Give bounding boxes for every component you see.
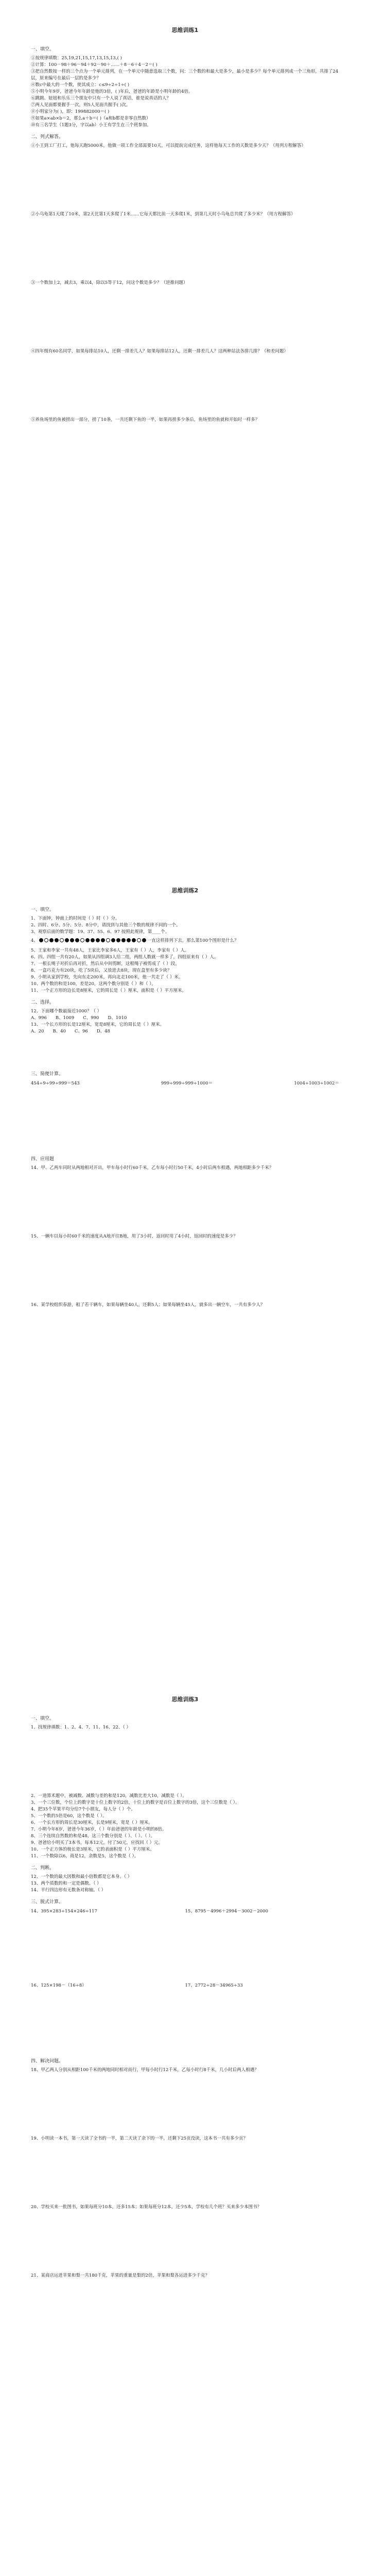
question: 4、把35个苹果平均分给7个小朋友，每人分（ ）个。 [31,1807,135,1812]
calc-item: 15、8795－4996＋2994－3002－2000 [185,1909,268,1914]
question: 13、两个质数的和一定是偶数。（ ） [31,1881,101,1886]
black-dot [101,938,105,942]
white-dot [80,938,84,942]
question: ③一个数加上2，减去3，乘以4，除以5等于12，问这个数是多少？（逆推问题） [31,280,188,285]
question: 8、一盒巧克力有20块，吃了5块后，又放进去8块，现在盒里有多少块？ [31,968,172,973]
question: 14、平行四边形有无数条对称轴。（ ） [31,1888,106,1893]
category-heading: 二、列式解答。 [31,134,64,140]
calc-row [31,1982,339,1988]
question: 10、一个正方体的棱长是3厘米，它的表面积是（ ）平方厘米。 [31,1847,154,1852]
category-heading: 二、选择。 [31,1000,55,1005]
calc-item: 454÷9÷99÷999＝543 [31,1081,80,1086]
calc-row [31,1908,339,1914]
question: 18、甲乙两人分别从相距100千米的两地同时相对而行，甲每小时行12千米，乙每小时行8千米，几小时后两人相遇？ [31,2067,259,2073]
question: 3、一个三位数，个位上的数字是十位上数字的2倍，十位上的数字是百位上数字的3倍，这个三位数是（ ）。 [31,1800,240,1805]
category-heading: 二、判断。 [31,1866,55,1871]
white-dot [44,938,48,942]
question: ⑥跳跳、妞妞和乐乐三个朋友中只有一个人说了真话，谁是说真话的人？ [31,96,171,101]
page-1 [0,26,370,423]
question: ④数c中最大的一个数，使其成立：c≤9÷2÷1÷( ) [31,82,130,88]
question: 15、一辆车以每小时60千米的速度从A地开往B地，用了3小时，返回时用了4小时，返回时的速度是多少？ [31,1234,238,1239]
question: 12、下面哪个数最接近1000？（ ） [31,1009,102,1014]
calc-item: 17、2772÷28－34965÷33 [185,1983,243,1988]
black-dot [96,938,100,942]
question: 11、一个正方形的边长是8厘米，它的周长是（ ）厘米，面积是（ ）平方厘米。 [31,988,187,993]
black-dot [49,938,54,942]
category-heading: 一、填空。 [31,47,55,52]
black-dot [85,938,90,942]
white-dot [106,938,110,942]
question: ②计算：100－98＋96－94＋92－90＋……＋8－6＋4－2＝( ) [31,62,157,67]
question: 7、小明今年8岁，爸爸今年36岁，（ ）年前爸爸的年龄是小明的8倍。 [31,1827,167,1832]
question: 21、某商店运进苹果和梨一共180千克，苹果的重量是梨的2倍，苹果和梨各运进多少千克？ [31,2273,209,2278]
question: ①小王到工厂打工，他每天跑5000米，他做一项工作全部需要10天，可以提前完成任务，这样他每天工作的天数是多少天？（用列方程解答） [31,143,306,148]
question: 9、小明从家到学校，先向东走200米，再向北走100米，他一共走了（ ）米。 [31,975,183,980]
category-heading: 三、简便计算。 [31,1072,64,1077]
black-dot [116,938,120,942]
category-heading: 一、填空。 [31,907,55,912]
question: 6、一个长方形的周长是30厘米，长是9厘米，宽是（ ）厘米。 [31,1820,153,1825]
question: ⑧小明家分为( )，即：199882000＝( ) [31,109,110,114]
question-number: 4、 [31,938,38,943]
answer-options: A、20 B、40 C、96 D、48 [31,1029,110,1034]
page-3 [0,1695,370,2279]
category-heading: 四、应用题 [31,1157,55,1162]
question: ①按规律填数：25,19,21,15,17,13,15,13,( ) [31,56,122,61]
white-dot [60,938,64,942]
black-dot [70,938,74,942]
black-dot [65,938,69,942]
question: ③把自然数按一样的三个点为一个单元排列，在一个单元中随意选取三个数，问：三个数的和最大是多少，最小是多少？每个单元排列成一个三角形，共排了24层，原来编号在最后一层的是多少？ [31,69,339,81]
category-heading: 三、脱式计算。 [31,1900,64,1905]
black-dot [75,938,79,942]
question: 13、一个长方形的长是12厘米，宽是8厘米，它的周长是（ ）厘米。 [31,1022,165,1027]
question: 一直这样排列下去，那么第100个图形是什么？ [147,938,239,943]
category-heading: 四、解决问题。 [31,2059,64,2064]
black-dot [127,938,131,942]
section-title: 思维训练2 [171,887,199,894]
question: ⑩有三名学生（1题3分，字以ab）小王有学生在三个班参加。 [31,123,151,128]
question: 1、找规律填数：1、2、4、7、11、16、22、（ ） [31,1725,131,1730]
answer-options: A、996 B、1009 C、990 D、1010 [31,1015,127,1021]
question: ⑦两人见面都要握手一次，则5人见面共握手( )次。 [31,103,131,108]
calc-row [31,1080,339,1086]
black-dot [142,938,146,942]
black-dot [132,938,136,942]
black-dot [121,938,126,942]
black-dot [91,938,95,942]
white-dot [137,938,141,942]
section-title: 思维训练3 [171,1696,199,1703]
question: 3、观察后面的数学题：19、37、55、6、97 按照此规律，第____个。 [31,929,170,935]
question: 2、四时、6分、5分、5分、8分中，请找到与其他三个数的规律不同的一个。 [31,923,181,928]
question: 5、王家和李家一共有48人，王家比李家多6人，王家有（ ）人，李家有（ ）人。 [31,948,189,953]
question: ⑨如果a×ab×b＝2，那么a＋b＝( )（a和b都是非零自然数） [31,116,151,121]
calc-item: 999÷999÷999÷1000＝ [161,1081,213,1086]
question: 19、小明读一本书，第一天读了全书的一半，第二天读了余下的一半，还剩下25页没读，这本书一共有多少页？ [31,2136,248,2141]
calc-item: 1004÷1003÷1002＝ [294,1081,339,1086]
page-2 [0,886,370,1309]
question: 10、两个数的和是100，差是20，这两个数分别是（ ）和（ ）。 [31,981,156,987]
question: 7、一根长绳子对折后再对折，然后从中间剪断，这根绳子被剪成了（ ）段。 [31,961,180,967]
calc-item: 14、395×283÷154×246÷117 [31,1909,97,1914]
black-dot [55,938,59,942]
question: ⑤养鱼场里的鱼被捞出一部分，捞了10条，一共还剩下鱼的一半，如果再捞多少条后，鱼场里的鱼就和开始时一样多？ [31,417,260,422]
black-dot [39,938,43,942]
question: 16、某学校组织春游，租了若干辆车，如果每辆坐40人，还剩5人；如果每辆坐45人，就多出一辆空车，一共有多少人？ [31,1302,265,1308]
black-dot [111,938,115,942]
question: ④四年级有60名同学，如果每排站10人，还剩一排差几人？如果每排站12人，还剩一排差几人？这两种站法各排几排？（和差问题） [31,349,288,354]
question: 12、一个数的最大因数和最小倍数都是它本身。（ ） [31,1874,132,1879]
dot-pattern [31,937,339,943]
question: 5、一个数的5倍是60，这个数是（ ）。 [31,1814,107,1819]
category-heading: 一、填空。 [31,1716,55,1721]
question: 2、一道算术题中，被减数、减数与差的和是120，减数比差大10，减数是（ ）。 [31,1793,187,1799]
question: ②小乌龟第1天爬了10米，第2天比第1天多爬了1米……它每天都比前一天多爬1米，到第几天时小乌龟总共爬了多少米？（用方程解答） [31,212,295,217]
question: ⑤小明今年9岁，爸爸今年年龄是他的3倍，( )年后，爸爸的年龄是小明年龄的4倍。 [31,89,193,94]
question: 14、甲、乙两车同时从两地相对开出，甲车每小时行60千米，乙车每小时行50千米，4小时后两车相遇，两地相距多少千米？ [31,1165,274,1171]
question: 8、三个连续自然数的和是48，这三个数分别是（ ）、（ ）、（ ）。 [31,1834,155,1839]
calc-item: 16、125×198－（16÷8） [31,1983,86,1988]
question: 6、四、四组一共有20人，如果从四组调3人给二组，两组人数就一样多了，四组原来有（ ）人。 [31,955,219,960]
question: 20、学校买来一批图书，如果每班分10本，还多15本；如果每班分12本，还少5本，学校有几个班？买来多少本图书？ [31,2205,262,2210]
question: 11、一个数除以6，商是12，余数是5，这个数是（ ）。 [31,1854,139,1859]
question: 1、下面钟，钟面上的时间是（ ）时（ ）分。 [31,916,120,921]
section-title: 思维训练1 [171,27,199,33]
question: 9、爸爸给小明买了3本书，每本12元，付了50元，应找回（ ）元。 [31,1840,163,1845]
